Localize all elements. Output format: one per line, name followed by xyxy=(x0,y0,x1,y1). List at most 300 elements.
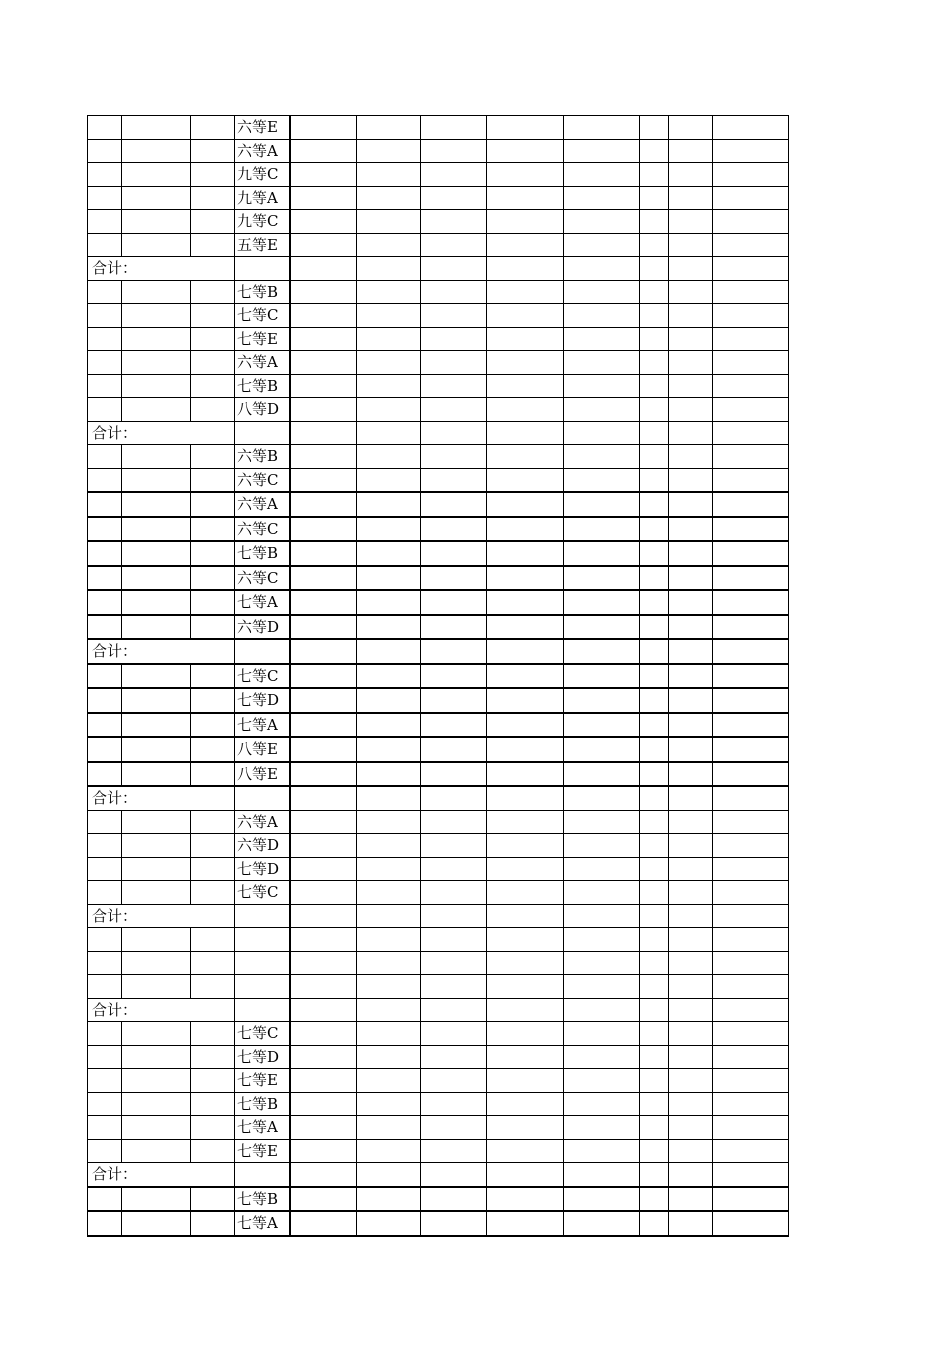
table-cell[interactable] xyxy=(487,928,564,952)
table-cell[interactable] xyxy=(357,517,421,542)
table-cell[interactable] xyxy=(640,351,669,375)
table-cell[interactable] xyxy=(640,517,669,542)
table-cell[interactable] xyxy=(122,834,191,858)
table-cell[interactable] xyxy=(564,1116,640,1140)
table-cell[interactable] xyxy=(564,975,640,999)
table-cell[interactable] xyxy=(640,233,669,257)
table-cell[interactable] xyxy=(122,541,191,566)
table-cell[interactable] xyxy=(421,233,487,257)
table-cell[interactable] xyxy=(122,664,191,689)
table-cell[interactable] xyxy=(669,163,713,187)
table-cell[interactable] xyxy=(487,1069,564,1093)
table-cell[interactable] xyxy=(88,327,122,351)
table-cell[interactable] xyxy=(713,975,789,999)
table-cell[interactable] xyxy=(713,786,789,810)
table-cell[interactable] xyxy=(122,590,191,615)
table-cell[interactable] xyxy=(713,1116,789,1140)
table-cell[interactable] xyxy=(290,139,357,163)
table-cell[interactable] xyxy=(122,210,191,234)
grade-cell[interactable]: 六等E xyxy=(235,116,290,140)
table-cell[interactable] xyxy=(713,492,789,517)
table-cell[interactable] xyxy=(191,1092,235,1116)
table-cell[interactable] xyxy=(235,421,290,445)
table-cell[interactable] xyxy=(487,163,564,187)
table-cell[interactable] xyxy=(357,1045,421,1069)
table-cell[interactable] xyxy=(669,421,713,445)
table-cell[interactable] xyxy=(640,468,669,492)
table-cell[interactable] xyxy=(640,374,669,398)
table-cell[interactable] xyxy=(357,566,421,591)
table-cell[interactable] xyxy=(191,928,235,952)
table-cell[interactable] xyxy=(421,374,487,398)
table-cell[interactable] xyxy=(487,1211,564,1236)
table-cell[interactable] xyxy=(290,664,357,689)
table-cell[interactable] xyxy=(421,445,487,469)
table-cell[interactable] xyxy=(357,951,421,975)
table-cell[interactable] xyxy=(669,762,713,787)
table-cell[interactable] xyxy=(421,351,487,375)
table-cell[interactable] xyxy=(290,210,357,234)
table-cell[interactable] xyxy=(357,615,421,640)
table-cell[interactable] xyxy=(191,233,235,257)
table-cell[interactable] xyxy=(191,1116,235,1140)
table-cell[interactable] xyxy=(290,762,357,787)
table-cell[interactable] xyxy=(290,1069,357,1093)
table-cell[interactable] xyxy=(564,1139,640,1163)
table-cell[interactable] xyxy=(640,1116,669,1140)
table-cell[interactable] xyxy=(191,615,235,640)
table-cell[interactable] xyxy=(88,374,122,398)
table-cell[interactable] xyxy=(357,445,421,469)
table-cell[interactable] xyxy=(290,615,357,640)
table-cell[interactable] xyxy=(88,210,122,234)
table-cell[interactable] xyxy=(421,834,487,858)
table-cell[interactable] xyxy=(564,615,640,640)
table-cell[interactable] xyxy=(640,492,669,517)
table-cell[interactable] xyxy=(640,998,669,1022)
grade-cell[interactable]: 九等A xyxy=(235,186,290,210)
table-cell[interactable] xyxy=(669,737,713,762)
grade-cell[interactable]: 七等C xyxy=(235,664,290,689)
table-cell[interactable] xyxy=(713,233,789,257)
table-cell[interactable] xyxy=(713,257,789,281)
table-cell[interactable] xyxy=(357,304,421,328)
table-cell[interactable] xyxy=(235,786,290,810)
table-cell[interactable] xyxy=(88,541,122,566)
table-cell[interactable] xyxy=(487,1092,564,1116)
table-cell[interactable] xyxy=(487,445,564,469)
table-cell[interactable] xyxy=(191,951,235,975)
table-cell[interactable] xyxy=(487,998,564,1022)
grade-cell[interactable]: 六等D xyxy=(235,615,290,640)
table-cell[interactable] xyxy=(88,1116,122,1140)
table-cell[interactable] xyxy=(357,1163,421,1187)
table-cell[interactable] xyxy=(290,257,357,281)
table-cell[interactable] xyxy=(290,1139,357,1163)
table-cell[interactable] xyxy=(487,639,564,664)
table-cell[interactable] xyxy=(669,1163,713,1187)
table-cell[interactable] xyxy=(669,186,713,210)
table-cell[interactable] xyxy=(357,233,421,257)
table-cell[interactable] xyxy=(421,951,487,975)
table-cell[interactable] xyxy=(487,1022,564,1046)
table-cell[interactable] xyxy=(487,398,564,422)
table-cell[interactable] xyxy=(421,1163,487,1187)
table-cell[interactable] xyxy=(88,881,122,905)
table-cell[interactable] xyxy=(122,1045,191,1069)
grade-cell[interactable]: 六等B xyxy=(235,445,290,469)
table-cell[interactable] xyxy=(640,1045,669,1069)
table-cell[interactable] xyxy=(564,904,640,928)
table-cell[interactable] xyxy=(88,566,122,591)
table-cell[interactable] xyxy=(669,517,713,542)
table-cell[interactable] xyxy=(713,139,789,163)
grade-cell[interactable]: 八等D xyxy=(235,398,290,422)
table-cell[interactable] xyxy=(640,421,669,445)
table-cell[interactable] xyxy=(564,834,640,858)
table-cell[interactable] xyxy=(564,116,640,140)
table-cell[interactable] xyxy=(290,590,357,615)
table-cell[interactable] xyxy=(421,257,487,281)
table-cell[interactable] xyxy=(191,1211,235,1236)
table-cell[interactable] xyxy=(122,163,191,187)
table-cell[interactable] xyxy=(88,928,122,952)
table-cell[interactable] xyxy=(640,1022,669,1046)
table-cell[interactable] xyxy=(669,590,713,615)
table-cell[interactable] xyxy=(564,468,640,492)
table-cell[interactable] xyxy=(669,1022,713,1046)
table-cell[interactable] xyxy=(564,786,640,810)
table-cell[interactable] xyxy=(669,351,713,375)
grade-cell[interactable]: 六等A xyxy=(235,351,290,375)
table-cell[interactable] xyxy=(290,468,357,492)
table-cell[interactable] xyxy=(290,280,357,304)
table-cell[interactable] xyxy=(88,1045,122,1069)
table-cell[interactable] xyxy=(421,762,487,787)
table-cell[interactable] xyxy=(564,1163,640,1187)
table-cell[interactable] xyxy=(640,186,669,210)
table-cell[interactable] xyxy=(713,1187,789,1212)
grade-cell[interactable]: 七等A xyxy=(235,590,290,615)
table-cell[interactable] xyxy=(357,186,421,210)
table-cell[interactable] xyxy=(713,304,789,328)
table-cell[interactable] xyxy=(487,1187,564,1212)
table-cell[interactable] xyxy=(421,1116,487,1140)
table-cell[interactable] xyxy=(669,975,713,999)
table-cell[interactable] xyxy=(487,1139,564,1163)
table-cell[interactable] xyxy=(421,1022,487,1046)
table-cell[interactable] xyxy=(713,541,789,566)
table-cell[interactable] xyxy=(487,351,564,375)
table-cell[interactable] xyxy=(713,713,789,738)
table-cell[interactable] xyxy=(669,998,713,1022)
table-cell[interactable] xyxy=(421,639,487,664)
table-cell[interactable] xyxy=(713,951,789,975)
table-cell[interactable] xyxy=(88,1187,122,1212)
table-cell[interactable] xyxy=(669,928,713,952)
table-cell[interactable] xyxy=(290,639,357,664)
table-cell[interactable] xyxy=(713,590,789,615)
table-cell[interactable] xyxy=(669,810,713,834)
table-cell[interactable] xyxy=(713,374,789,398)
table-cell[interactable] xyxy=(421,1211,487,1236)
table-cell[interactable] xyxy=(669,951,713,975)
table-cell[interactable] xyxy=(640,566,669,591)
table-cell[interactable] xyxy=(640,928,669,952)
table-cell[interactable] xyxy=(564,1069,640,1093)
table-cell[interactable] xyxy=(235,257,290,281)
table-cell[interactable] xyxy=(421,327,487,351)
table-cell[interactable] xyxy=(357,1022,421,1046)
table-cell[interactable] xyxy=(713,1139,789,1163)
table-cell[interactable] xyxy=(88,1022,122,1046)
table-cell[interactable] xyxy=(122,139,191,163)
table-cell[interactable] xyxy=(88,517,122,542)
table-cell[interactable] xyxy=(122,1092,191,1116)
table-cell[interactable] xyxy=(564,1211,640,1236)
table-cell[interactable] xyxy=(290,304,357,328)
table-cell[interactable] xyxy=(669,210,713,234)
table-cell[interactable] xyxy=(290,351,357,375)
table-cell[interactable] xyxy=(290,881,357,905)
table-cell[interactable] xyxy=(640,975,669,999)
table-cell[interactable] xyxy=(357,928,421,952)
table-cell[interactable] xyxy=(669,1045,713,1069)
table-cell[interactable] xyxy=(421,857,487,881)
grade-cell[interactable]: 七等E xyxy=(235,1069,290,1093)
table-cell[interactable] xyxy=(564,541,640,566)
table-cell[interactable] xyxy=(669,786,713,810)
table-cell[interactable] xyxy=(290,1211,357,1236)
table-cell[interactable] xyxy=(640,304,669,328)
table-cell[interactable] xyxy=(122,688,191,713)
table-cell[interactable] xyxy=(640,834,669,858)
table-cell[interactable] xyxy=(290,445,357,469)
table-cell[interactable] xyxy=(640,615,669,640)
table-cell[interactable] xyxy=(191,327,235,351)
table-cell[interactable] xyxy=(357,1187,421,1212)
grade-cell[interactable]: 五等E xyxy=(235,233,290,257)
table-cell[interactable] xyxy=(421,975,487,999)
table-cell[interactable] xyxy=(669,664,713,689)
table-cell[interactable] xyxy=(421,1139,487,1163)
table-cell[interactable] xyxy=(357,639,421,664)
table-cell[interactable] xyxy=(640,904,669,928)
table-cell[interactable] xyxy=(564,186,640,210)
table-cell[interactable] xyxy=(357,810,421,834)
table-cell[interactable] xyxy=(640,398,669,422)
table-cell[interactable] xyxy=(564,421,640,445)
table-cell[interactable] xyxy=(357,688,421,713)
table-cell[interactable] xyxy=(122,1139,191,1163)
grade-cell[interactable]: 七等D xyxy=(235,688,290,713)
table-cell[interactable] xyxy=(421,1069,487,1093)
table-cell[interactable] xyxy=(640,445,669,469)
table-cell[interactable] xyxy=(669,1069,713,1093)
table-cell[interactable] xyxy=(487,688,564,713)
table-cell[interactable] xyxy=(487,233,564,257)
table-cell[interactable] xyxy=(713,163,789,187)
table-cell[interactable] xyxy=(88,233,122,257)
table-cell[interactable] xyxy=(669,688,713,713)
table-cell[interactable] xyxy=(669,1092,713,1116)
table-cell[interactable] xyxy=(487,280,564,304)
table-cell[interactable] xyxy=(191,1139,235,1163)
table-cell[interactable] xyxy=(640,327,669,351)
grade-cell[interactable] xyxy=(235,951,290,975)
table-cell[interactable] xyxy=(564,762,640,787)
table-cell[interactable] xyxy=(564,327,640,351)
table-cell[interactable] xyxy=(290,1045,357,1069)
table-cell[interactable] xyxy=(122,468,191,492)
table-cell[interactable] xyxy=(487,713,564,738)
table-cell[interactable] xyxy=(669,713,713,738)
table-cell[interactable] xyxy=(88,116,122,140)
table-cell[interactable] xyxy=(640,1187,669,1212)
table-cell[interactable] xyxy=(357,834,421,858)
table-cell[interactable] xyxy=(357,975,421,999)
table-cell[interactable] xyxy=(290,951,357,975)
table-cell[interactable] xyxy=(122,327,191,351)
table-cell[interactable] xyxy=(191,541,235,566)
table-cell[interactable] xyxy=(669,398,713,422)
table-cell[interactable] xyxy=(564,445,640,469)
table-cell[interactable] xyxy=(122,1116,191,1140)
table-cell[interactable] xyxy=(122,857,191,881)
grade-cell[interactable]: 七等E xyxy=(235,327,290,351)
table-cell[interactable] xyxy=(640,139,669,163)
table-cell[interactable] xyxy=(421,139,487,163)
table-cell[interactable] xyxy=(88,615,122,640)
table-cell[interactable] xyxy=(290,928,357,952)
table-cell[interactable] xyxy=(421,566,487,591)
table-cell[interactable] xyxy=(235,998,290,1022)
table-cell[interactable] xyxy=(88,664,122,689)
table-cell[interactable] xyxy=(487,327,564,351)
grade-cell[interactable]: 六等A xyxy=(235,492,290,517)
table-cell[interactable] xyxy=(88,590,122,615)
grade-cell[interactable]: 六等C xyxy=(235,517,290,542)
table-cell[interactable] xyxy=(191,210,235,234)
grade-cell[interactable]: 七等A xyxy=(235,1116,290,1140)
table-cell[interactable] xyxy=(122,762,191,787)
table-cell[interactable] xyxy=(191,468,235,492)
table-cell[interactable] xyxy=(290,904,357,928)
table-cell[interactable] xyxy=(713,445,789,469)
table-cell[interactable] xyxy=(564,163,640,187)
grade-cell[interactable]: 九等C xyxy=(235,163,290,187)
table-cell[interactable] xyxy=(122,1022,191,1046)
table-cell[interactable] xyxy=(564,881,640,905)
table-cell[interactable] xyxy=(713,639,789,664)
table-cell[interactable] xyxy=(122,1187,191,1212)
table-cell[interactable] xyxy=(669,280,713,304)
table-cell[interactable] xyxy=(487,904,564,928)
table-cell[interactable] xyxy=(191,566,235,591)
table-cell[interactable] xyxy=(669,881,713,905)
table-cell[interactable] xyxy=(564,1092,640,1116)
table-cell[interactable] xyxy=(290,975,357,999)
table-cell[interactable] xyxy=(713,1092,789,1116)
table-cell[interactable] xyxy=(357,257,421,281)
table-cell[interactable] xyxy=(290,810,357,834)
table-cell[interactable] xyxy=(421,116,487,140)
table-cell[interactable] xyxy=(713,116,789,140)
table-cell[interactable] xyxy=(564,664,640,689)
table-cell[interactable] xyxy=(713,398,789,422)
table-cell[interactable] xyxy=(669,445,713,469)
table-cell[interactable] xyxy=(487,517,564,542)
table-cell[interactable] xyxy=(487,881,564,905)
grade-cell[interactable]: 七等D xyxy=(235,857,290,881)
table-cell[interactable] xyxy=(713,1069,789,1093)
table-cell[interactable] xyxy=(713,1211,789,1236)
table-cell[interactable] xyxy=(421,186,487,210)
table-cell[interactable] xyxy=(640,163,669,187)
table-cell[interactable] xyxy=(357,881,421,905)
grade-cell[interactable]: 七等C xyxy=(235,304,290,328)
table-cell[interactable] xyxy=(564,951,640,975)
total-label[interactable]: 合计： xyxy=(88,257,235,281)
table-cell[interactable] xyxy=(191,163,235,187)
table-cell[interactable] xyxy=(191,713,235,738)
table-cell[interactable] xyxy=(421,928,487,952)
table-cell[interactable] xyxy=(88,688,122,713)
table-cell[interactable] xyxy=(290,116,357,140)
table-cell[interactable] xyxy=(564,857,640,881)
table-cell[interactable] xyxy=(421,1187,487,1212)
table-cell[interactable] xyxy=(564,998,640,1022)
grade-cell[interactable]: 八等E xyxy=(235,762,290,787)
grade-cell[interactable]: 六等C xyxy=(235,468,290,492)
table-cell[interactable] xyxy=(487,951,564,975)
table-cell[interactable] xyxy=(191,304,235,328)
table-cell[interactable] xyxy=(713,857,789,881)
table-cell[interactable] xyxy=(564,639,640,664)
table-cell[interactable] xyxy=(487,834,564,858)
table-cell[interactable] xyxy=(122,398,191,422)
table-cell[interactable] xyxy=(421,517,487,542)
table-cell[interactable] xyxy=(290,1022,357,1046)
table-cell[interactable] xyxy=(487,786,564,810)
table-cell[interactable] xyxy=(88,857,122,881)
table-cell[interactable] xyxy=(88,1139,122,1163)
table-cell[interactable] xyxy=(191,737,235,762)
table-cell[interactable] xyxy=(357,210,421,234)
table-cell[interactable] xyxy=(122,374,191,398)
table-cell[interactable] xyxy=(640,857,669,881)
table-cell[interactable] xyxy=(290,688,357,713)
table-cell[interactable] xyxy=(713,1022,789,1046)
table-cell[interactable] xyxy=(357,351,421,375)
table-cell[interactable] xyxy=(191,139,235,163)
table-cell[interactable] xyxy=(640,280,669,304)
table-cell[interactable] xyxy=(487,421,564,445)
table-cell[interactable] xyxy=(564,492,640,517)
table-cell[interactable] xyxy=(564,233,640,257)
table-cell[interactable] xyxy=(290,737,357,762)
table-cell[interactable] xyxy=(235,1163,290,1187)
table-cell[interactable] xyxy=(290,566,357,591)
total-label[interactable]: 合计： xyxy=(88,421,235,445)
table-cell[interactable] xyxy=(122,566,191,591)
table-cell[interactable] xyxy=(88,1211,122,1236)
table-cell[interactable] xyxy=(487,810,564,834)
table-cell[interactable] xyxy=(421,810,487,834)
table-cell[interactable] xyxy=(640,1163,669,1187)
grade-cell[interactable]: 七等D xyxy=(235,1045,290,1069)
grade-cell[interactable]: 六等D xyxy=(235,834,290,858)
